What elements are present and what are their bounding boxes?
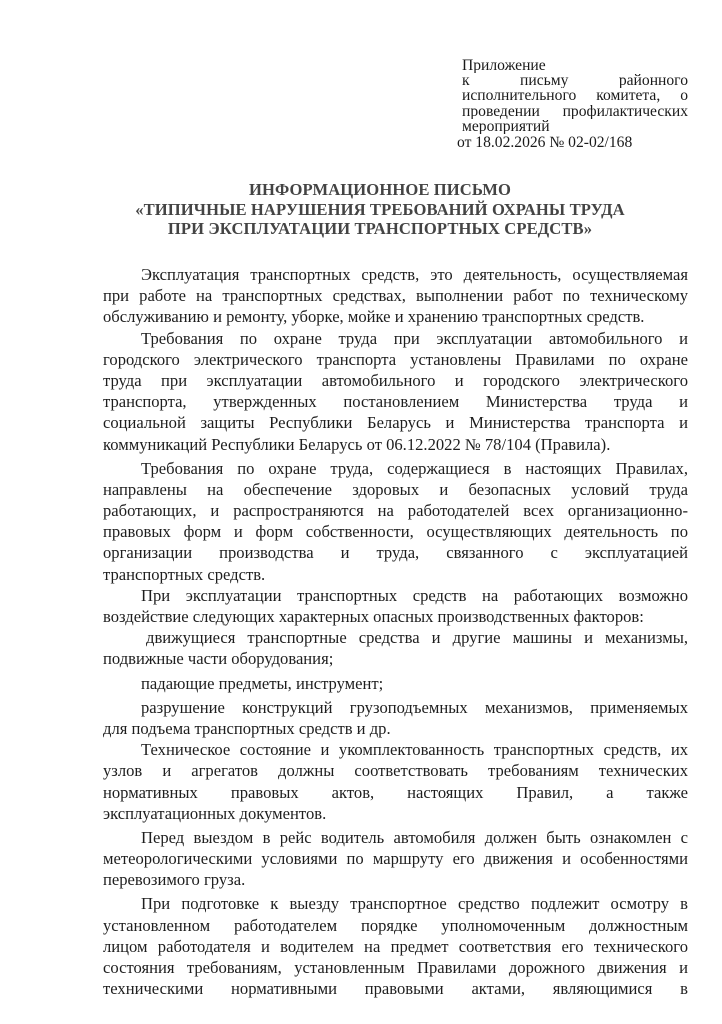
body-line: лицом работодателя и водителем на предмет соответствия его технического <box>103 936 688 956</box>
body-line: подвижные части оборудования; <box>103 649 334 669</box>
body-line: перевозимого груза. <box>103 870 246 890</box>
body-line: направлены на обеспечение здоровых и безопасных условий труда <box>103 479 688 499</box>
annex-reference: от 18.02.2026 № 02-02/168 <box>457 135 633 151</box>
body-line: нормативных правовых актов, настоящих Правил, а также <box>103 782 688 802</box>
body-line: социальной защиты Республики Беларусь и Министерства транспорта и <box>103 413 688 433</box>
body-line: установленном работодателем порядке уполномоченным должностным <box>103 915 688 935</box>
body-line: работающих, и распространяются на работодателей всех организационно- <box>103 501 688 521</box>
body-line: городского электрического транспорта установлены Правилами по охране <box>103 349 688 369</box>
body-line: Эксплуатация транспортных средств, это деятельность, осуществляемая <box>141 265 688 284</box>
body-line: транспортных средств. <box>103 564 266 584</box>
body-line: состояния требованиям, установленным Правилами дорожного движения и <box>103 958 688 977</box>
title-line-2: «ТИПИЧНЫЕ НАРУШЕНИЯ ТРЕБОВАНИЙ ОХРАНЫ ТРУДА <box>135 199 625 219</box>
body-line: движущиеся транспортные средства и другие машины и механизмы, <box>146 628 688 648</box>
body-line: обслуживанию и ремонту, уборке, мойке и хранению транспортных средств. <box>103 307 645 327</box>
body-line: при работе на транспортных средствах, выполнении работ по техническому <box>103 286 688 306</box>
body-line: эксплуатационных документов. <box>103 803 327 823</box>
body-line: Техническое состояние и укомплектованность транспортных средств, их <box>141 740 688 760</box>
body-line: воздействие следующих характерных опасных производственных факторов: <box>103 607 644 626</box>
body-line: техническими нормативными правовыми актами, являющимися в <box>103 979 688 999</box>
body-line: разрушение конструкций грузоподъемных механизмов, применяемых <box>141 697 688 717</box>
annex-line: Приложение <box>462 58 546 74</box>
annex-line: мероприятий <box>462 118 550 135</box>
body-line: При подготовке к выезду транспортное средство подлежит осмотру в <box>141 894 688 914</box>
body-line: Требования по охране труда при эксплуатации автомобильного и <box>141 328 688 348</box>
title-line-3: ПРИ ЭКСПЛУАТАЦИИ ТРАНСПОРТНЫХ СРЕДСТВ» <box>167 219 593 238</box>
title-line-1: ИНФОРМАЦИОННОЕ ПИСЬМО <box>248 180 512 199</box>
annex-header <box>457 58 688 151</box>
annex-line: проведении профилактических <box>462 103 688 119</box>
body-line: метеорологическими условиями по маршруту его движения и особенностями <box>103 849 688 869</box>
body-line: транспорта, утвержденных постановлением Министерства труда и <box>103 392 688 412</box>
body-line: организации производства и труда, связанного с эксплуатацией <box>103 543 688 563</box>
body-line: узлов и агрегатов должны соответствовать требованиям технических <box>103 761 688 781</box>
body-line: При эксплуатации транспортных средств на работающих возможно <box>141 585 688 605</box>
body-line: для подъема транспортных средств и др. <box>103 718 391 738</box>
body-line: труда при эксплуатации автомобильного и городского электрического <box>103 370 688 390</box>
body-line: падающие предметы, инструмент; <box>141 673 384 693</box>
annex-line: к письму районного <box>462 73 688 89</box>
document-body <box>103 264 688 999</box>
annex-line: исполнительного комитета, о <box>462 88 688 104</box>
document-title <box>80 180 680 239</box>
body-line: Требования по охране труда, содержащиеся в настоящих Правилах, <box>141 458 688 478</box>
body-line: правовых форм и форм собственности, осуществляющих деятельность по <box>103 522 688 542</box>
body-line: Перед выездом в рейс водитель автомобиля должен быть ознакомлен с <box>141 827 688 847</box>
body-line: коммуникаций Республики Беларусь от 06.12.2022 № 78/104 (Правила). <box>103 434 611 454</box>
